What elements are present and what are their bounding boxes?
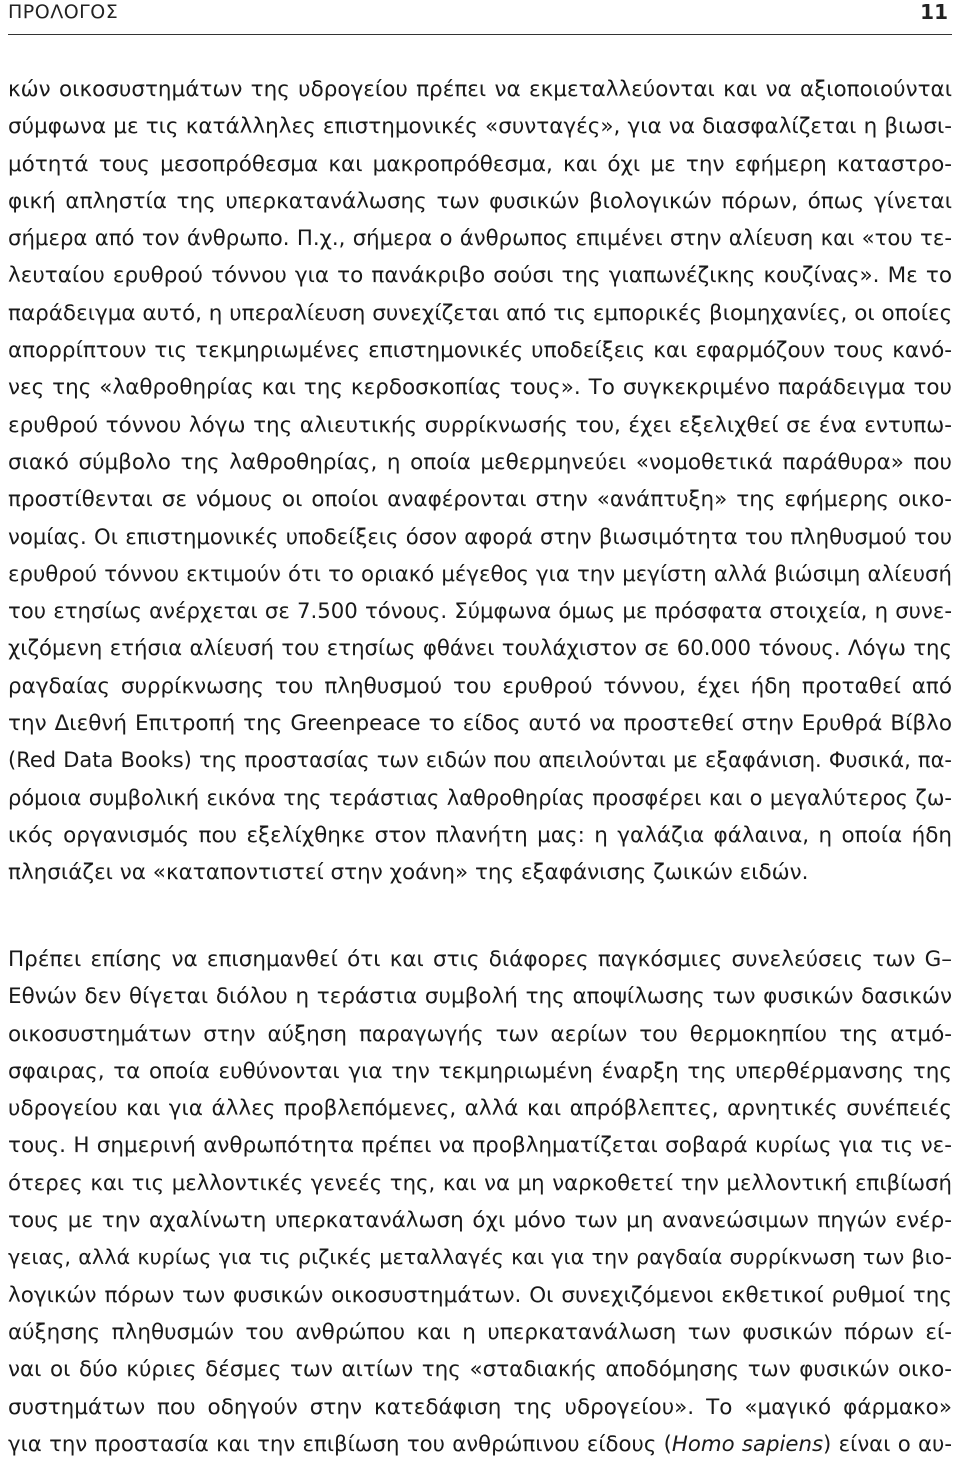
text-line: τους με την αχαλίνωτη υπερκατανάλωση όχι μόνο των μη ανανεώσιμων πηγών ενέρ- — [8, 1208, 952, 1234]
text-line: φική απληστία της υπερκατανάλωσης των φυσικών βιολογικών πόρων, όπως γίνεται — [8, 188, 952, 214]
text-line: γειας, αλλά κυρίως για τις ριζικές μεταλλαγές και για την ραγδαία συρρίκνωση των βιο- — [8, 1245, 952, 1270]
text-line: σύμφωνα με τις κατάλληλες επιστημονικές «συνταγές», για να διασφαλίζεται η βιωσι- — [8, 114, 952, 140]
text-line: σήμερα από τον άνθρωπο. Π.χ., σήμερα ο άνθρωπος επιμένει στην αλίευση και «του τε- — [8, 226, 952, 252]
text-line: συστημάτων που οδηγούν στην κατεδάφιση της υδρογείου». Το «μαγικό φάρμακο» — [8, 1394, 952, 1420]
text-line: Εθνών δεν θίγεται διόλου η τεράστια συμβολή της αποψίλωσης των φυσικών δασικών — [8, 984, 952, 1010]
text-line: σφαιρας, τα οποία ευθύνονται για την τεκμηριωμένη έναρξη της υπερθέρμανσης της — [8, 1058, 952, 1084]
text-line: απορρίπτουν τις τεκμηριωμένες επιστημονικές υποδείξεις και εφαρμόζουν τους κανό- — [8, 338, 952, 364]
text-segment: για την προστασία και την επιβίωση του ανθρώπινου είδους ( — [8, 1431, 672, 1457]
text-line: χιζόμενη ετήσια αλίευσή του ετησίως φθάνει τουλάχιστον σε 60.000 τόνους. Λόγω της — [8, 636, 952, 662]
text-line: μότητά τους μεσοπρόθεσμα και μακροπρόθεσμα, και όχι με την εφήμερη καταστρο- — [8, 151, 952, 177]
section-title: ΠΡΟΛΟΓΟΣ — [8, 1, 119, 23]
text-line: την Διεθνή Επιτροπή της Greenpeace το είδος αυτό να προστεθεί στην Ερυθρά Βίβλο — [8, 711, 952, 737]
text-line: παράδειγμα αυτό, η υπεραλίευση συνεχίζεται από τις εμπορικές βιομηχανίες, οι οποίες — [8, 300, 952, 326]
text-line: πλησιάζει να «καταποντιστεί στην χοάνη» της εξαφάνισης ζωικών ειδών. — [8, 860, 809, 886]
page-number: 11 — [920, 0, 948, 24]
text-line: (Red Data Books) της προστασίας των ειδών που απειλούνται με εξαφάνιση. Φυσικά, πα- — [8, 748, 952, 773]
text-line: λογικών πόρων των φυσικών οικοσυστημάτων. Οι συνεχιζόμενοι εκθετικοί ρυθμοί της — [8, 1282, 952, 1308]
text-line: κών οικοσυστημάτων της υδρογείου πρέπει να εκμεταλλεύονται και να αξιοποιούνται — [8, 77, 952, 102]
text-line: νες της «λαθροθηρίας και της κερδοσκοπίας τους». Το συγκεκριμένο παράδειγμα του — [8, 375, 952, 401]
text-line: ότερες και τις μελλοντικές γενεές της, και να μη ναρκοθετεί την μελλοντική επιβίωσή — [8, 1170, 952, 1196]
paragraph-1 — [8, 71, 952, 892]
text-line: ναι οι δύο κύριες δέσμες των αιτίων της «σταδιακής αποδόμησης των φυσικών οικο- — [8, 1357, 952, 1383]
text-line: προστίθενται σε νόμους οι οποίοι αναφέρονται στην «ανάπτυξη» της εφήμερης οικο- — [8, 487, 952, 513]
species-name: Homo sapiens — [671, 1431, 824, 1457]
text-line: ικός οργανισμός που εξελίχθηκε στον πλανήτη μας: η γαλάζια φάλαινα, η οποία ήδη — [8, 822, 952, 848]
text-line: λευταίου ερυθρού τόννου για το πανάκριβο σούσι της γιαπωνέζικης κουζίνας». Με το — [8, 263, 952, 289]
text-line: οικοσυστημάτων στην αύξηση παραγωγής των αερίων του θερμοκηπίου της ατμό- — [8, 1021, 952, 1047]
text-line: υδρογείου και για άλλες προβλεπόμενες, αλλά και απρόβλεπτες, αρνητικές συνέπειές — [8, 1096, 952, 1122]
text-line: Πρέπει επίσης να επισημανθεί ότι και στις διάφορες παγκόσμιες συνελεύσεις των G– — [8, 947, 952, 972]
text-line: ραγδαίας συρρίκνωσης του πληθυσμού του ερυθρού τόννου, έχει ήδη προταθεί από — [8, 673, 952, 699]
text-line: αύξησης πληθυσμών του ανθρώπου και η υπερκατανάλωση των φυσικών πόρων εί- — [8, 1319, 952, 1345]
running-header — [8, 0, 952, 35]
text-line-with-species-name — [8, 1426, 952, 1463]
text-line: σιακό σύμβολο της λαθροθηρίας, η οποία μεθερμηνεύει «νομοθετικά παράθυρα» που — [8, 449, 952, 475]
text-line: ερυθρού τόννου εκτιμούν ότι το οριακό μέγεθος για την μεγίστη αλλά βιώσιμη αλίευσή — [8, 561, 952, 587]
text-line: νομίας. Οι επιστημονικές υποδείξεις όσον αφορά στην βιωσιμότητα του πληθυσμού του — [8, 524, 952, 550]
text-line: του ετησίως ανέρχεται σε 7.500 τόνους. Σύμφωνα όμως με πρόσφατα στοιχεία, η συνε- — [8, 599, 952, 625]
text-segment: ) είναι ο αυ- — [823, 1431, 952, 1457]
text-line: τους. Η σημερινή ανθρωπότητα πρέπει να προβληματίζεται σοβαρά κυρίως για τις νε- — [8, 1133, 952, 1159]
paragraph-2 — [8, 941, 952, 1463]
text-line: ερυθρού τόννου λόγω της αλιευτικής συρρίκνωσής του, έχει εξελιχθεί σε ένα εντυπω- — [8, 412, 952, 438]
text-line: ρόμοια συμβολική εικόνα της τεράστιας λαθροθηρίας προσφέρει και ο μεγαλύτερος ζω- — [8, 785, 952, 810]
